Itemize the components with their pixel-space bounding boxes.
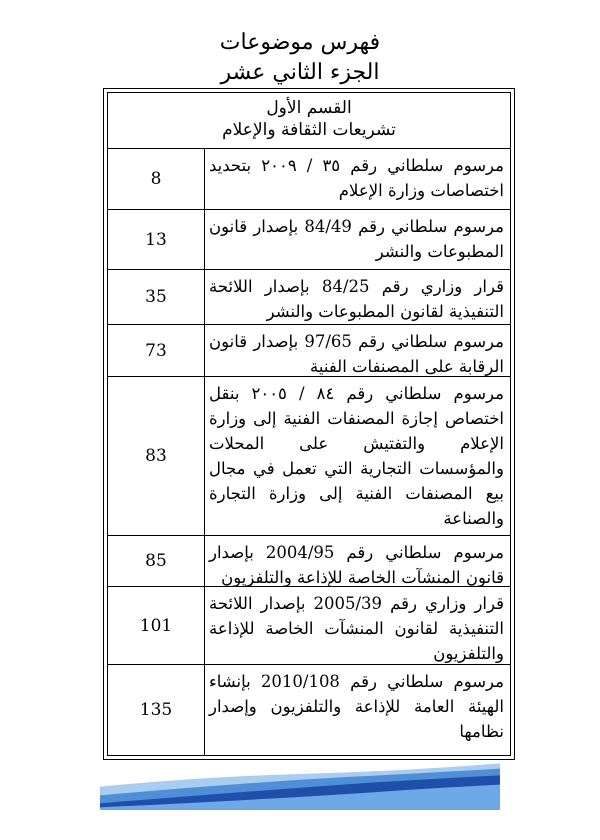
toc-row bbox=[108, 270, 510, 325]
entry-page: 13 bbox=[145, 229, 167, 250]
entry-text: قرار وزاري رقم 84/25 بإصدار اللائحة التنفيذية لقانون المطبوعات والنشر bbox=[204, 270, 510, 324]
entry-text: مرسوم سلطاني رقم 84/49 بإصدار قانون المطبوعات والنشر bbox=[204, 210, 510, 269]
entry-text: مرسوم سلطاني رقم 2010/108 بإنشاء الهيئة العامة للإذاعة والتلفزيون وإصدار نظامها bbox=[204, 665, 510, 755]
toc-row bbox=[108, 210, 510, 270]
toc-row bbox=[108, 149, 510, 210]
entry-page: 101 bbox=[139, 615, 173, 636]
volume-title: الجزء الثاني عشر bbox=[220, 60, 380, 85]
toc-title: فهرس موضوعات bbox=[219, 30, 381, 55]
entry-page: 35 bbox=[145, 287, 167, 307]
toc-row bbox=[108, 325, 510, 377]
section-header bbox=[108, 93, 510, 149]
toc-row bbox=[108, 377, 510, 536]
entry-text: مرسوم سلطاني رقم 2004/95 بإصدار قانون المنشآت الخاصة للإذاعة والتلفزيون bbox=[204, 536, 510, 586]
toc-table bbox=[103, 88, 515, 760]
entry-page: 135 bbox=[139, 700, 173, 720]
toc-row bbox=[108, 665, 510, 755]
entry-page: 73 bbox=[145, 340, 167, 361]
entry-page: 8 bbox=[150, 169, 162, 189]
entry-text: مرسوم سلطاني رقم ٨٤ / ٢٠٠٥ بنقل اختصاص إجازة المصنفات الفنية إلى وزارة الإعلام والتفتيش على المحلات والمؤسسات التجارية التي تعمل في مجال بيع المصنفات الفنية إلى وزارة التجارة والصناعة bbox=[204, 377, 510, 535]
section-part: القسم الأول bbox=[266, 98, 352, 118]
toc-row bbox=[108, 536, 510, 587]
entry-text: مرسوم سلطاني رقم 97/65 بإصدار قانون الرقابة على المصنفات الفنية bbox=[204, 325, 510, 376]
toc-row bbox=[108, 587, 510, 665]
entry-page: 85 bbox=[145, 551, 167, 571]
entry-text: مرسوم سلطاني رقم ٣٥ / ٢٠٠٩ بتحديد اختصاصات وزارة الإعلام bbox=[204, 149, 510, 209]
section-title: تشريعات الثقافة والإعلام bbox=[222, 120, 396, 140]
entry-page: 83 bbox=[145, 446, 167, 466]
entry-text: قرار وزاري رقم 2005/39 بإصدار اللائحة التنفيذية لقانون المنشآت الخاصة للإذاعة والتلفزيون bbox=[204, 587, 510, 664]
footer-decoration bbox=[0, 750, 600, 810]
